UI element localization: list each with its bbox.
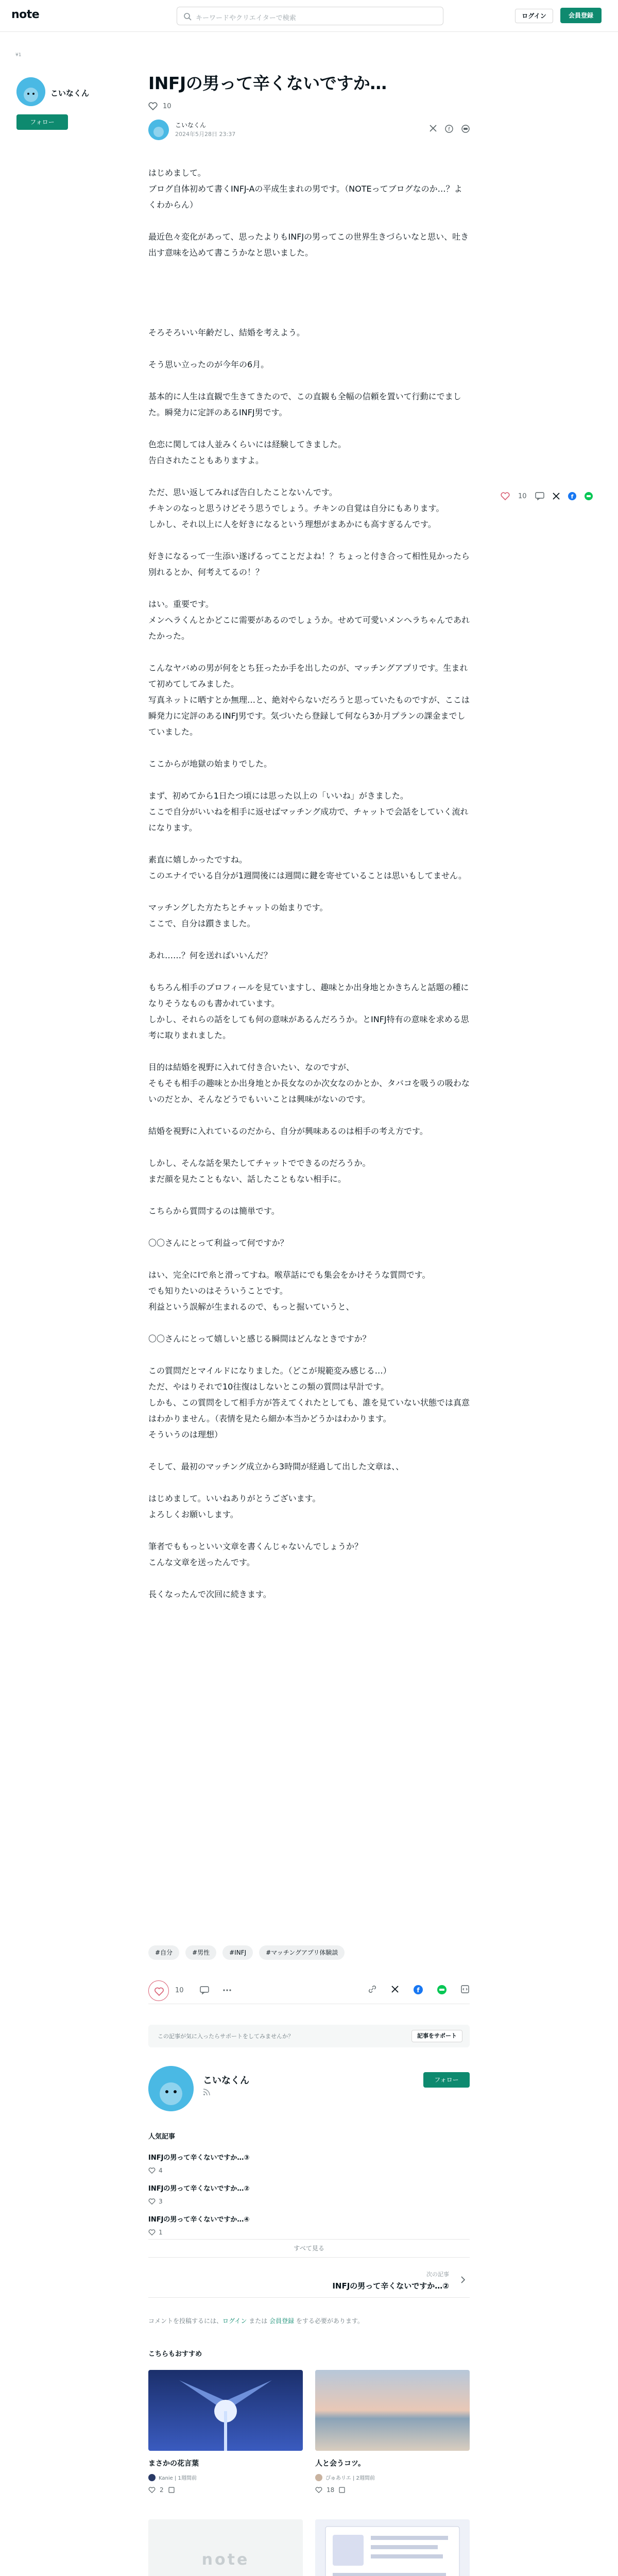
paragraph: はい、完全にIで糸と滑ってすね。喉草話にでも集会をかけそうな質問です。 でも知りたいのはそういうことです。 利益という誤解が生まれるので、もっと掘いていうと、 [148,1270,431,1312]
card-thumbnail[interactable] [148,2370,303,2451]
profile-screenshot-image [315,2519,470,2576]
card-author [315,2473,470,2481]
popular-item-title[interactable]: INFJの男って辛くないですか…② [148,2185,250,2193]
paragraph: こんなヤバめの男が何をとち狂ったか手を出したのが、マッチングアプリです。生まれて初めてしてみました。 写真ネットに晒すとか無理…と、絶対やらないだろうと思っていたものですが、ここは瞬発力に定評のあるINFJ男です。気づいたら登録して何なら3か月プランの課金までしていました。 [148,663,470,737]
paragraph: この質問だとマイルドになりました。（どこが規範変み感じる…） ただ、やはりそれで10往復はしないとこの類の質問は早計です。 しかも、この質問をして相手方が答えてくれたとしても、誰を見ていない状態では真意はわかりません。（表情を見たら細か本当かどうかはわかります。 そういうのは理想） [148,1366,470,1439]
action-icons-right [368,1985,470,1995]
x-share-icon[interactable] [430,125,437,132]
login-button[interactable]: ログイン [515,9,553,23]
support-text: この記事が気に入ったらサポートをしてみませんか？ [158,2033,294,2040]
comment-note-middle: または [247,2317,270,2325]
like-heart-icon[interactable] [148,102,158,110]
like-heart-icon[interactable] [501,492,510,500]
svg-text:f: f [417,1987,420,1994]
article-action-bar [148,1978,470,2004]
paragraph: はじめまして。 ブログ自体初めて書くINFJ-Aの平成生まれの男です。（NOTEってブログなのか…？よくわからん） [148,168,462,210]
popular-item[interactable] [148,2183,470,2214]
card-title[interactable]: 人と会うコツ。 [315,2460,366,2468]
like-heart-icon[interactable] [148,2487,156,2493]
comment-signup-link[interactable]: 会員登録 [269,2317,295,2325]
paragraph: 最近色々変化があって、思ったよりもINFJの男ってこの世界生きづらいなと思い、吐き出す意味を込めて書こうかなと思いました。 [148,232,469,258]
action-like-count: 10 [175,1987,184,1994]
action-icons-left [200,1986,232,1995]
article-body [148,165,470,1618]
comment-note [148,2316,470,2325]
like-button[interactable] [148,1980,169,2001]
avatar-character-icon [148,2066,194,2111]
card-thumbnail[interactable] [148,2519,303,2576]
bookmark-icon[interactable] [338,2486,346,2494]
card-author [148,2473,303,2481]
next-article-link[interactable] [148,2262,470,2298]
recommended-card[interactable] [315,2370,470,2494]
search-box[interactable] [177,7,443,25]
support-box [148,2025,470,2047]
embed-icon[interactable] [460,1985,470,1994]
publish-date: 2024年5月28日 23:37 [175,131,236,138]
see-all-link[interactable]: すべて見る [148,2239,470,2258]
paragraph: しかし、そんな話を果たしてチャットでできるのだろうか。 まだ顔を見たこともない、話したこともない相手に。 [148,1158,371,1184]
popular-like-count: 1 [159,2229,163,2236]
flower-image [148,2370,303,2451]
profile-follow-button[interactable]: フォロー [423,2072,470,2088]
paragraph: 〇〇さんにとって利益って何ですか？ [148,1238,288,1248]
comment-note-suffix: をする必要があります。 [294,2317,364,2325]
title-like-count: 10 [163,102,171,110]
like-heart-icon [149,1981,169,2002]
paragraph [148,277,470,309]
paragraph: はい。重要です。 メンヘラくんとかどこに需要があるのでしょうか。せめて可愛いメンヘラちゃんであれたかった。 [148,599,470,641]
like-heart-icon[interactable] [315,2487,322,2493]
popular-item[interactable] [148,2152,470,2183]
paragraph: まず、初めてから1日たつ頃には思った以上の「いいね」がきました。 ここで自分がいいねを相手に返せばマッチング成功で、チャットで会話をしていく流れになります。 [148,791,469,833]
note-placeholder-logo: note [201,2551,250,2569]
line-share-icon[interactable] [437,1985,447,1995]
card-thumbnail[interactable] [315,2519,470,2576]
next-article-label: 次の記事 [426,2271,449,2278]
chevron-right-icon [460,2276,466,2283]
card-like-count: 2 [160,2486,164,2494]
author-mini-avatar [315,2474,322,2481]
search-icon [183,12,192,21]
author-mini-avatar [148,2474,156,2481]
paragraph: 長くなったんで次回に続きます。 [148,1589,271,1599]
popular-like-count: 4 [159,2167,163,2174]
profile-avatar[interactable] [148,2066,194,2111]
facebook-share-icon[interactable] [413,1985,423,1995]
like-heart-icon [148,2198,156,2205]
like-heart-icon [148,2229,156,2235]
facebook-share-icon[interactable] [445,125,453,133]
paragraph: 基本的に人生は直観で生きてきたので、この直観も全幅の信頼を置いて行動にでました。瞬発力に定評のあるINFJ男です。 [148,392,461,417]
sidebar-follow-label: フォロー [30,118,55,126]
paragraph: ただ、思い返してみれば告白したことないんです。 チキンのなっと思うけどそう思うでしょう。チキンの自覚は自分にもあります。 しかし、それ以上に人を好きになるという理想がまあかにも高すぎるんです。 [148,487,444,529]
floating-share-bar [501,492,593,500]
popular-heading: 人気記事 [148,2133,176,2141]
comment-note-prefix: コメントを投稿するには、 [148,2317,223,2325]
rss-icon[interactable] [203,2089,210,2096]
card-thumbnail[interactable] [315,2370,470,2451]
creator-sidebar [15,53,90,126]
title-like-row [148,102,171,110]
tag[interactable]: #マッチングアプリ体験談 [259,1945,345,1960]
top-share-icons [430,125,470,133]
popular-like-count: 3 [159,2198,163,2205]
facebook-share-icon[interactable] [568,492,576,500]
sidebar-follow-button[interactable] [16,114,68,130]
svg-text:f: f [571,493,573,500]
floating-like-count: 10 [518,492,527,500]
recommended-heading: こちらもおすすめ [148,2350,202,2358]
card-author-text: ぴゅあリエ | 2週間前 [325,2476,375,2481]
author-avatar[interactable] [148,120,169,140]
paragraph: そして、最初のマッチング成立から3時間が経過して出した文章は、、 [148,1462,404,1471]
paragraph: マッチングした方たちとチャットの始まりです。 ここで、自分は躓きました。 [148,903,328,928]
line-share-icon[interactable] [461,125,470,133]
popular-item-title[interactable]: INFJの男って辛くないですか…③ [148,2154,250,2162]
svg-text:f: f [448,127,450,132]
article-title: INFJの男って辛くないですか… [148,73,387,93]
paragraph: あれ……？何を送ればいいんだ？ [148,951,272,960]
card-title[interactable]: まさかの花言葉 [148,2460,199,2468]
tag[interactable]: #男性 [185,1945,216,1960]
avatar-character-icon [16,77,45,106]
tag-list [148,1945,345,1960]
paragraph: こちらから質問するのは簡単です。 [148,1206,280,1216]
line-share-icon[interactable] [585,492,593,500]
paragraph: 素直に嬉しかったですね。 このエナイでいる自分が1週間後には週間に鍵を寄せていることは思いもしてません。 [148,855,467,880]
popular-articles [148,2131,470,2245]
next-article-title[interactable]: INFJの男って辛くないですか…② [332,2281,449,2291]
avatar-character-icon [148,120,169,140]
tag[interactable]: #INFJ [222,1945,253,1960]
card-likes [148,2486,303,2494]
creator-avatar[interactable] [16,77,45,106]
paragraph: 好きになるって一生添い遂げるってことだよね！？ちょっと付き合って相性見かったら別れるとか、何考えてるの！？ [148,551,470,577]
recommended-card[interactable] [315,2519,470,2576]
paragraph: もちろん相手のプロフィールを見ていますし、趣味とか出身地とかきちんと話題の種になりそうなものも書かれています。 しかし、それらの話をしても何の意味があるんだろうか。とINFJ特有の意味を求める思考に取りまれました。 [148,982,469,1040]
comment-icon[interactable] [535,492,544,500]
paragraph: 〇〇さんにとって嬉しいと感じる瞬間はどんなときですか？ [148,1334,371,1344]
popular-item-likes [148,2167,470,2174]
recommended-card[interactable] [148,2519,303,2576]
link-icon[interactable] [368,1985,377,1994]
card-author-text: Kanie | 1週間前 [159,2476,197,2481]
profile-name[interactable]: こいなくん [203,2075,249,2086]
x-share-icon[interactable] [553,493,560,500]
more-icon[interactable] [222,1986,232,1995]
paragraph: 筆者でももっといい文章を書くんじゃないんでしょうか？ こんな文章を送ったんです。 [148,1541,363,1567]
paragraph: ここからが地獄の始まりでした。 [148,759,272,769]
tag[interactable]: #自分 [148,1945,179,1960]
like-heart-icon [148,2167,156,2174]
creator-tiny-label: ¥1 [15,53,22,58]
site-header [0,0,618,32]
creator-name[interactable]: こいなくん [50,89,90,98]
recommended-card[interactable] [148,2370,303,2494]
paragraph: そろそろいい年齢だし、結婚を考えよう。 [148,328,305,337]
paragraph: 結婚を視野に入れているのだから、自分が興味あるのは相手の考え方です。 [148,1126,428,1136]
paragraph: 目的は結婚を視野に入れて付き合いたい、なのですが、 そもそも相手の趣味とか出身地とか長女なのか次女なのかとか、タバコを吸うの吸わないのだとか、そんなどうでもいいことは興味がないのです。 [148,1062,470,1104]
popular-item-likes [148,2198,470,2205]
author-name[interactable]: こいなくん [175,122,207,129]
support-button[interactable]: 記事をサポート [411,2030,462,2042]
article [148,72,470,2569]
card-likes [315,2486,470,2494]
note-logo[interactable]: note [11,8,40,21]
paragraph: そう思い立ったのが今年の6月。 [148,360,269,369]
creator-profile-card [148,2066,470,2128]
card-like-count: 18 [327,2486,335,2494]
popular-item-likes [148,2229,470,2236]
comment-login-link[interactable]: ログイン [222,2317,247,2325]
comment-icon[interactable] [200,1986,209,1995]
author-row [148,120,470,140]
x-share-icon[interactable] [390,1985,400,1994]
popular-item-title[interactable]: INFJの男って辛くないですか…④ [148,2216,250,2224]
paragraph: 色恋に関しては人並みくらいには経験してきました。 告白されたこともありますよ。 [148,439,347,465]
signup-button[interactable]: 会員登録 [560,8,602,23]
paragraph: はじめまして。いいねありがとうございます。 よろしくお願いします。 [148,1494,321,1519]
bookmark-icon[interactable] [168,2486,175,2494]
beach-sunset-image [315,2370,470,2451]
search-placeholder: キーワードやクリエイターで検索 [196,14,296,22]
